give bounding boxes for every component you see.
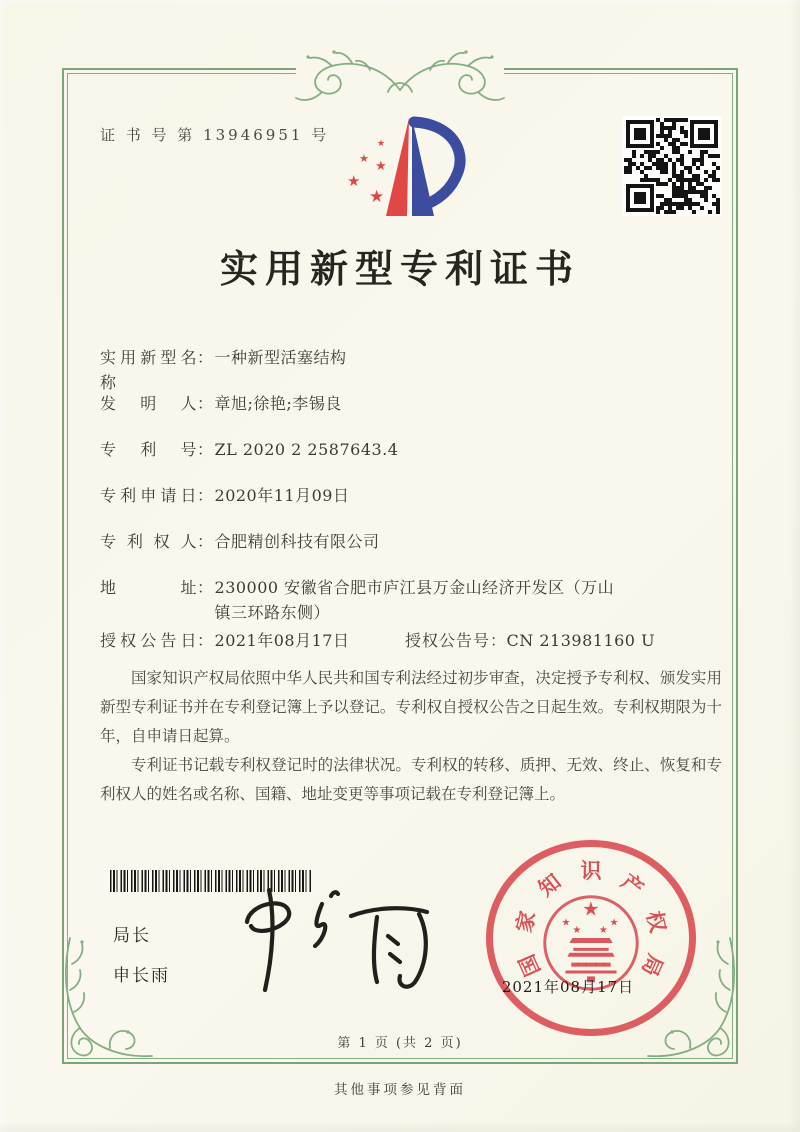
field-colon: ：: [490, 631, 507, 650]
field-value: 章旭;徐艳;李锡良: [214, 394, 342, 413]
certificate-number: 证 书 号 第 13946951 号: [100, 126, 330, 144]
field-name: [100, 345, 347, 395]
field-value: 2021年08月17日: [214, 631, 350, 650]
logo-star-icon: ★: [377, 139, 386, 149]
field-label: 专利号: [100, 440, 197, 459]
field-label: 授权公告号: [405, 631, 491, 650]
seal-date: 2021年08月17日: [501, 978, 635, 996]
field-label: 实用新型名称: [100, 348, 197, 392]
signer-block: [113, 916, 170, 996]
field-address: [100, 575, 619, 625]
field-value: 230000 安徽省合肥市庐江县万金山经济开发区（万山镇三环路东侧）: [214, 578, 615, 622]
official-seal: [486, 840, 696, 1036]
cnipa-logo-icon: [333, 110, 487, 234]
logo-star-icon: ★: [347, 172, 361, 190]
field-colon: ：: [197, 440, 214, 459]
emblem-star-icon: ★: [598, 925, 608, 937]
field-colon: ：: [197, 394, 214, 413]
field-label: 发明人: [100, 394, 197, 413]
page-number: 第 1 页 (共 2 页): [337, 1036, 463, 1051]
field-patentee: [100, 529, 380, 554]
field-colon: ：: [197, 631, 214, 650]
field-patent-no: [100, 437, 398, 462]
field-label: 地址: [100, 578, 197, 597]
emblem-star-icon: ★: [609, 917, 619, 929]
logo-star-icon: ★: [369, 187, 385, 207]
signature-icon: [225, 884, 460, 999]
field-grant-date: [100, 631, 349, 650]
field-grant-row: [100, 628, 656, 653]
legal-text: [100, 664, 722, 809]
logo-star-icon: ★: [375, 159, 387, 174]
field-colon: ：: [197, 578, 214, 597]
signer-name: 申长雨: [113, 966, 170, 986]
seal-char: 产: [616, 868, 649, 902]
emblem-star-icon: ★: [561, 917, 571, 929]
field-inventor: [100, 391, 342, 416]
field-value: 合肥精创科技有限公司: [214, 532, 380, 551]
back-note: 其他事项参见背面: [334, 1082, 466, 1098]
legal-paragraph-1: 国家知识产权局依照中华人民共和国专利法经过初步审查，决定授予专利权、颁发实用新型专利证书并在专利登记簿上予以登记。专利权自授权公告之日起生效。专利权期限为十年，自申请日起算。: [100, 669, 722, 745]
field-label: 专利权人: [100, 532, 197, 551]
field-value: 2020年11月09日: [214, 486, 350, 505]
seal-char: 国: [513, 950, 546, 981]
logo-star-icon: ★: [359, 152, 369, 165]
emblem-star-icon: ★: [572, 925, 582, 937]
field-value: ZL 2020 2 2587643.4: [214, 440, 399, 459]
field-grant-no: [405, 628, 655, 653]
signer-title: 局长: [113, 926, 151, 946]
field-value: CN 213981160 U: [506, 631, 656, 650]
field-colon: ：: [197, 486, 214, 505]
legal-paragraph-2: 专利证书记载专利权登记时的法律状况。专利权的转移、质押、无效、终止、恢复和专利权人的姓名或名称、国籍、地址变更等事项记载在专利登记簿上。: [100, 756, 722, 803]
seal-char: 权: [641, 908, 672, 935]
field-label: 专利申请日: [100, 486, 197, 505]
seal-char: 家: [510, 908, 541, 935]
field-label: 授权公告日: [100, 631, 197, 650]
qr-code: [622, 116, 722, 216]
field-colon: ：: [197, 348, 214, 367]
seal-char: 识: [580, 858, 602, 883]
seal-char: 知: [533, 868, 566, 902]
certificate-title: 实用新型专利证书: [219, 246, 580, 291]
field-colon: ：: [197, 532, 214, 551]
field-value: 一种新型活塞结构: [214, 348, 347, 367]
emblem-star-icon: ★: [582, 897, 600, 921]
field-filing-date: [100, 483, 349, 508]
seal-char: 局: [636, 950, 669, 981]
